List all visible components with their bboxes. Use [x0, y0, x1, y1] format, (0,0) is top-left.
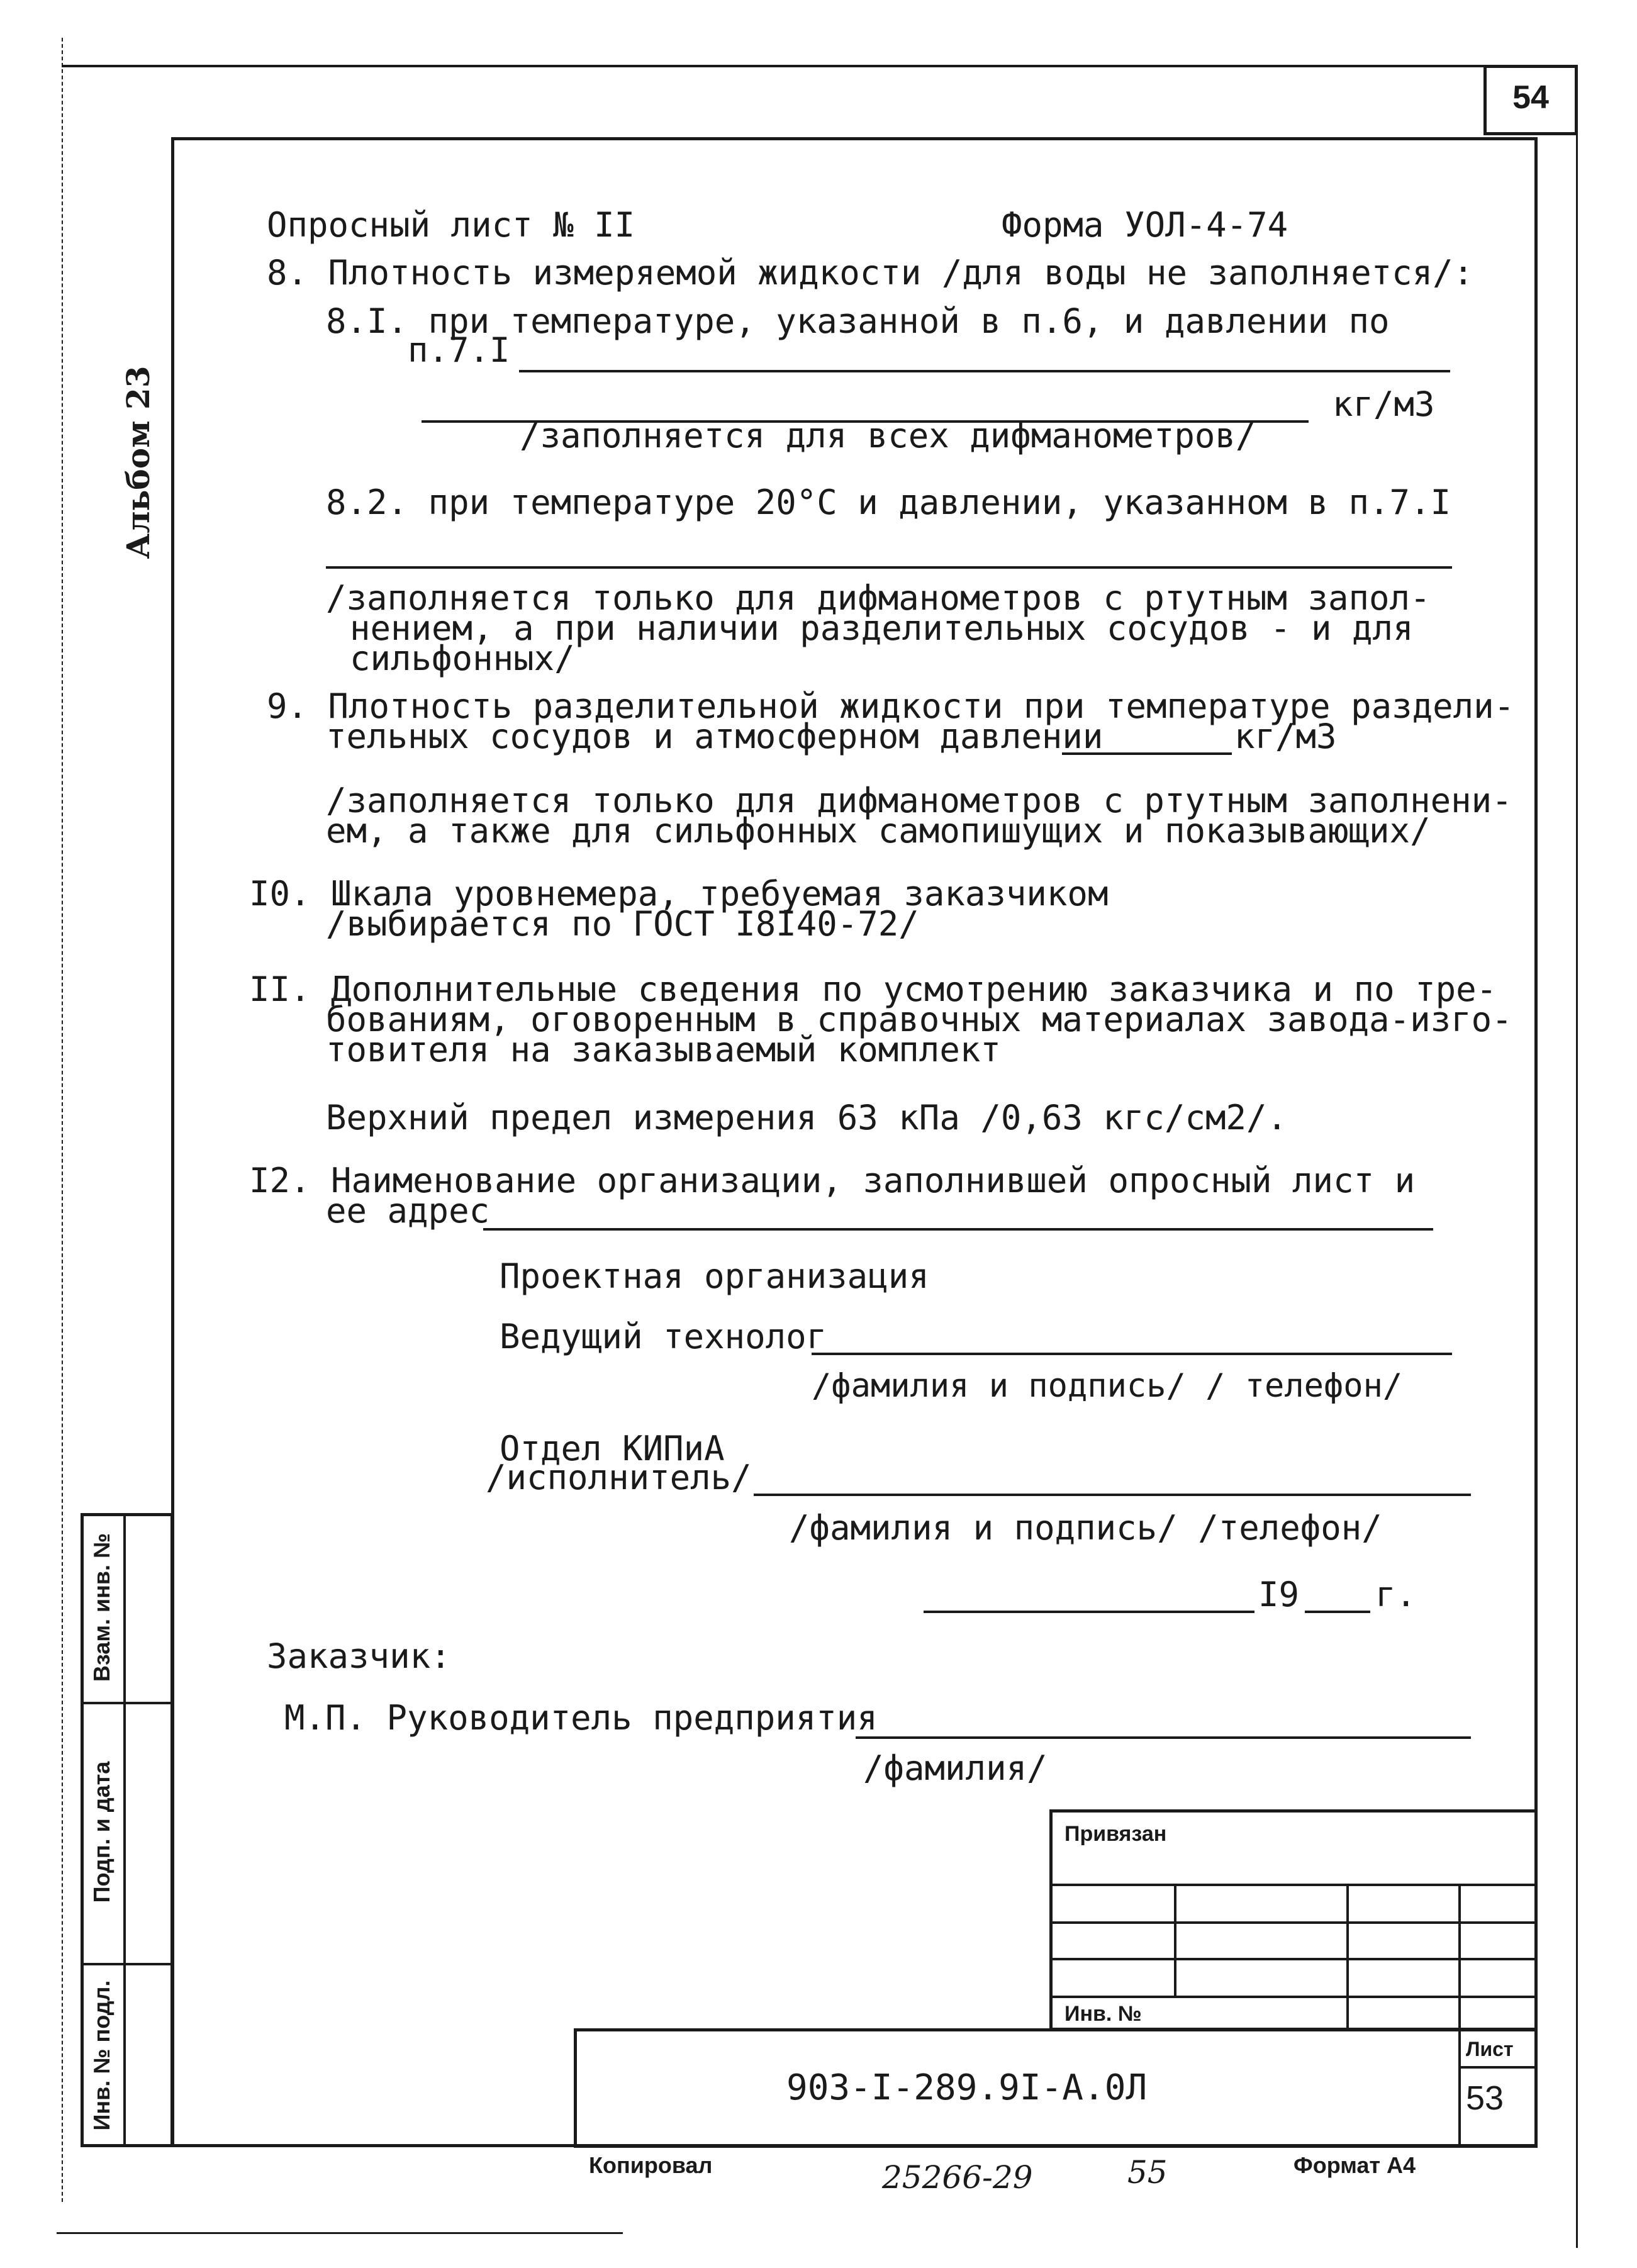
- bottom-edge-line: [57, 2232, 623, 2234]
- order-number: 25266-29: [882, 2159, 1033, 2196]
- designation-divider: [1458, 2028, 1461, 2148]
- inv-no-label: Инв. №: [1064, 2002, 1142, 2026]
- stamp-vzam-label: Взам. инв. №: [89, 1533, 115, 1682]
- stamp-podp-label: Подп. и дата: [89, 1761, 115, 1903]
- binding-col-1: [1174, 1884, 1176, 1997]
- kipia-dept-label: Отдел КИПиА: [500, 1429, 725, 1468]
- outer-top-line: [62, 65, 1578, 67]
- item-8: 8. Плотность измеряемой жидкости /для воды не заполняется/:: [267, 253, 1474, 293]
- binding-label: Привязан: [1064, 1822, 1167, 1846]
- item-8-1-line-2: п.7.I: [408, 330, 510, 370]
- date-year-prefix: I9: [1258, 1575, 1300, 1614]
- binding-row-3: [1049, 1958, 1538, 1960]
- item-9-note-2: ем, а также для сильфонных самопишущих и показывающих/: [326, 811, 1431, 851]
- form-code: Форма УОЛ-4-74: [1002, 205, 1288, 245]
- binding-row-2: [1049, 1921, 1538, 1924]
- design-org-label: Проектная организация: [500, 1256, 929, 1296]
- stamp-inv-label: Инв. № подл.: [89, 1980, 115, 2131]
- item-11-line-1: II. Дополнительные сведения по усмотрению заказчика и по тре-: [249, 969, 1497, 1009]
- item-10-line-1: I0. Шкала уровнемера, требуемая заказчиком: [249, 874, 1109, 913]
- binding-col-2: [1346, 1884, 1349, 2031]
- item-9-unit: кг/м3: [1234, 717, 1337, 756]
- item-8-2-note-3: сильфонных/: [350, 639, 575, 678]
- lead-technologist-line: [812, 1353, 1452, 1355]
- item-9-fill-line: [1062, 752, 1232, 755]
- item-12-fill-line: [483, 1228, 1433, 1231]
- item-9-line-1: 9. Плотность разделительной жидкости при температуре раздели-: [267, 686, 1515, 726]
- item-11-line-3: товителя на заказываемый комплект: [326, 1030, 1001, 1070]
- item-9-line-2: тельных сосудов и атмосферном давлении: [326, 717, 1103, 756]
- item-8-1-note: /заполняется для всех дифманометров/: [520, 416, 1256, 455]
- outer-right-line: [1576, 65, 1578, 2248]
- page-number: 54: [1512, 79, 1549, 116]
- side-stamp-row-1: [81, 1702, 174, 1704]
- item-8-1-line-1: 8.I. при температуре, указанной в п.6, и давлении по: [326, 301, 1390, 341]
- item-8-1-unit: кг/м3: [1333, 384, 1435, 424]
- binding-col-3: [1458, 1884, 1461, 2031]
- item-9-note-1: /заполняется только для дифманометров с ртутным заполнени-: [326, 781, 1512, 820]
- item-8-2-note-1: /заполняется только для дифманометров с ртутным запол-: [326, 578, 1431, 618]
- binding-row-4: [1049, 1996, 1538, 1998]
- customer-label: Заказчик:: [267, 1636, 451, 1676]
- date-year-line: [1305, 1611, 1370, 1613]
- lead-technologist-caption: /фамилия и подпись/ / телефон/: [812, 1367, 1403, 1405]
- sheet-label-line: [1458, 2066, 1538, 2069]
- lead-technologist-label: Ведущий технолог: [500, 1317, 827, 1356]
- format-label: Формат А4: [1293, 2152, 1416, 2178]
- item-11-value: Верхний предел измерения 63 кПа /0,63 кгс/см2/.: [326, 1098, 1288, 1137]
- item-12-line-1: I2. Наименование организации, заполнившей опросный лист и: [249, 1161, 1416, 1200]
- item-12-line-2: ее адрес: [326, 1191, 490, 1231]
- document-code: 903-I-289.9I-А.0Л: [786, 2067, 1148, 2108]
- album-label: Альбом 23: [120, 366, 157, 559]
- item-8-1-fill-line-1: [519, 370, 1450, 372]
- date-line: [924, 1611, 1254, 1613]
- enterprise-head-label: М.П. Руководитель предприятия: [284, 1698, 878, 1738]
- handwritten-page: 55: [1127, 2154, 1168, 2191]
- item-10-line-2: /выбирается по ГОСТ I8I40-72/: [326, 904, 919, 944]
- enterprise-head-line: [856, 1736, 1471, 1739]
- executor-label: /исполнитель/: [486, 1458, 752, 1497]
- sheet-number: 53: [1466, 2079, 1504, 2117]
- item-8-2-note-2: нением, а при наличии разделительных сосудов - и для: [350, 608, 1414, 648]
- executor-line: [754, 1494, 1471, 1496]
- item-11-line-2: бованиям, оговоренным в справочных материалах завода-изго-: [326, 1000, 1512, 1039]
- copied-label: Копировал: [589, 2152, 713, 2178]
- item-8-2-fill-line: [326, 566, 1452, 569]
- binding-row-1: [1049, 1884, 1538, 1886]
- date-year-suffix: г.: [1375, 1575, 1417, 1614]
- item-8-2: 8.2. при температуре 20°С и давлении, указанном в п.7.I: [326, 483, 1451, 522]
- form-sheet-title: Опросный лист № II: [267, 205, 635, 245]
- enterprise-head-caption: /фамилия/: [863, 1748, 1048, 1788]
- sheet-label: Лист: [1466, 2038, 1514, 2060]
- outer-left-line: [62, 38, 63, 2202]
- executor-caption: /фамилия и подпись/ /телефон/: [789, 1508, 1382, 1548]
- side-stamp-divider: [123, 1513, 126, 2147]
